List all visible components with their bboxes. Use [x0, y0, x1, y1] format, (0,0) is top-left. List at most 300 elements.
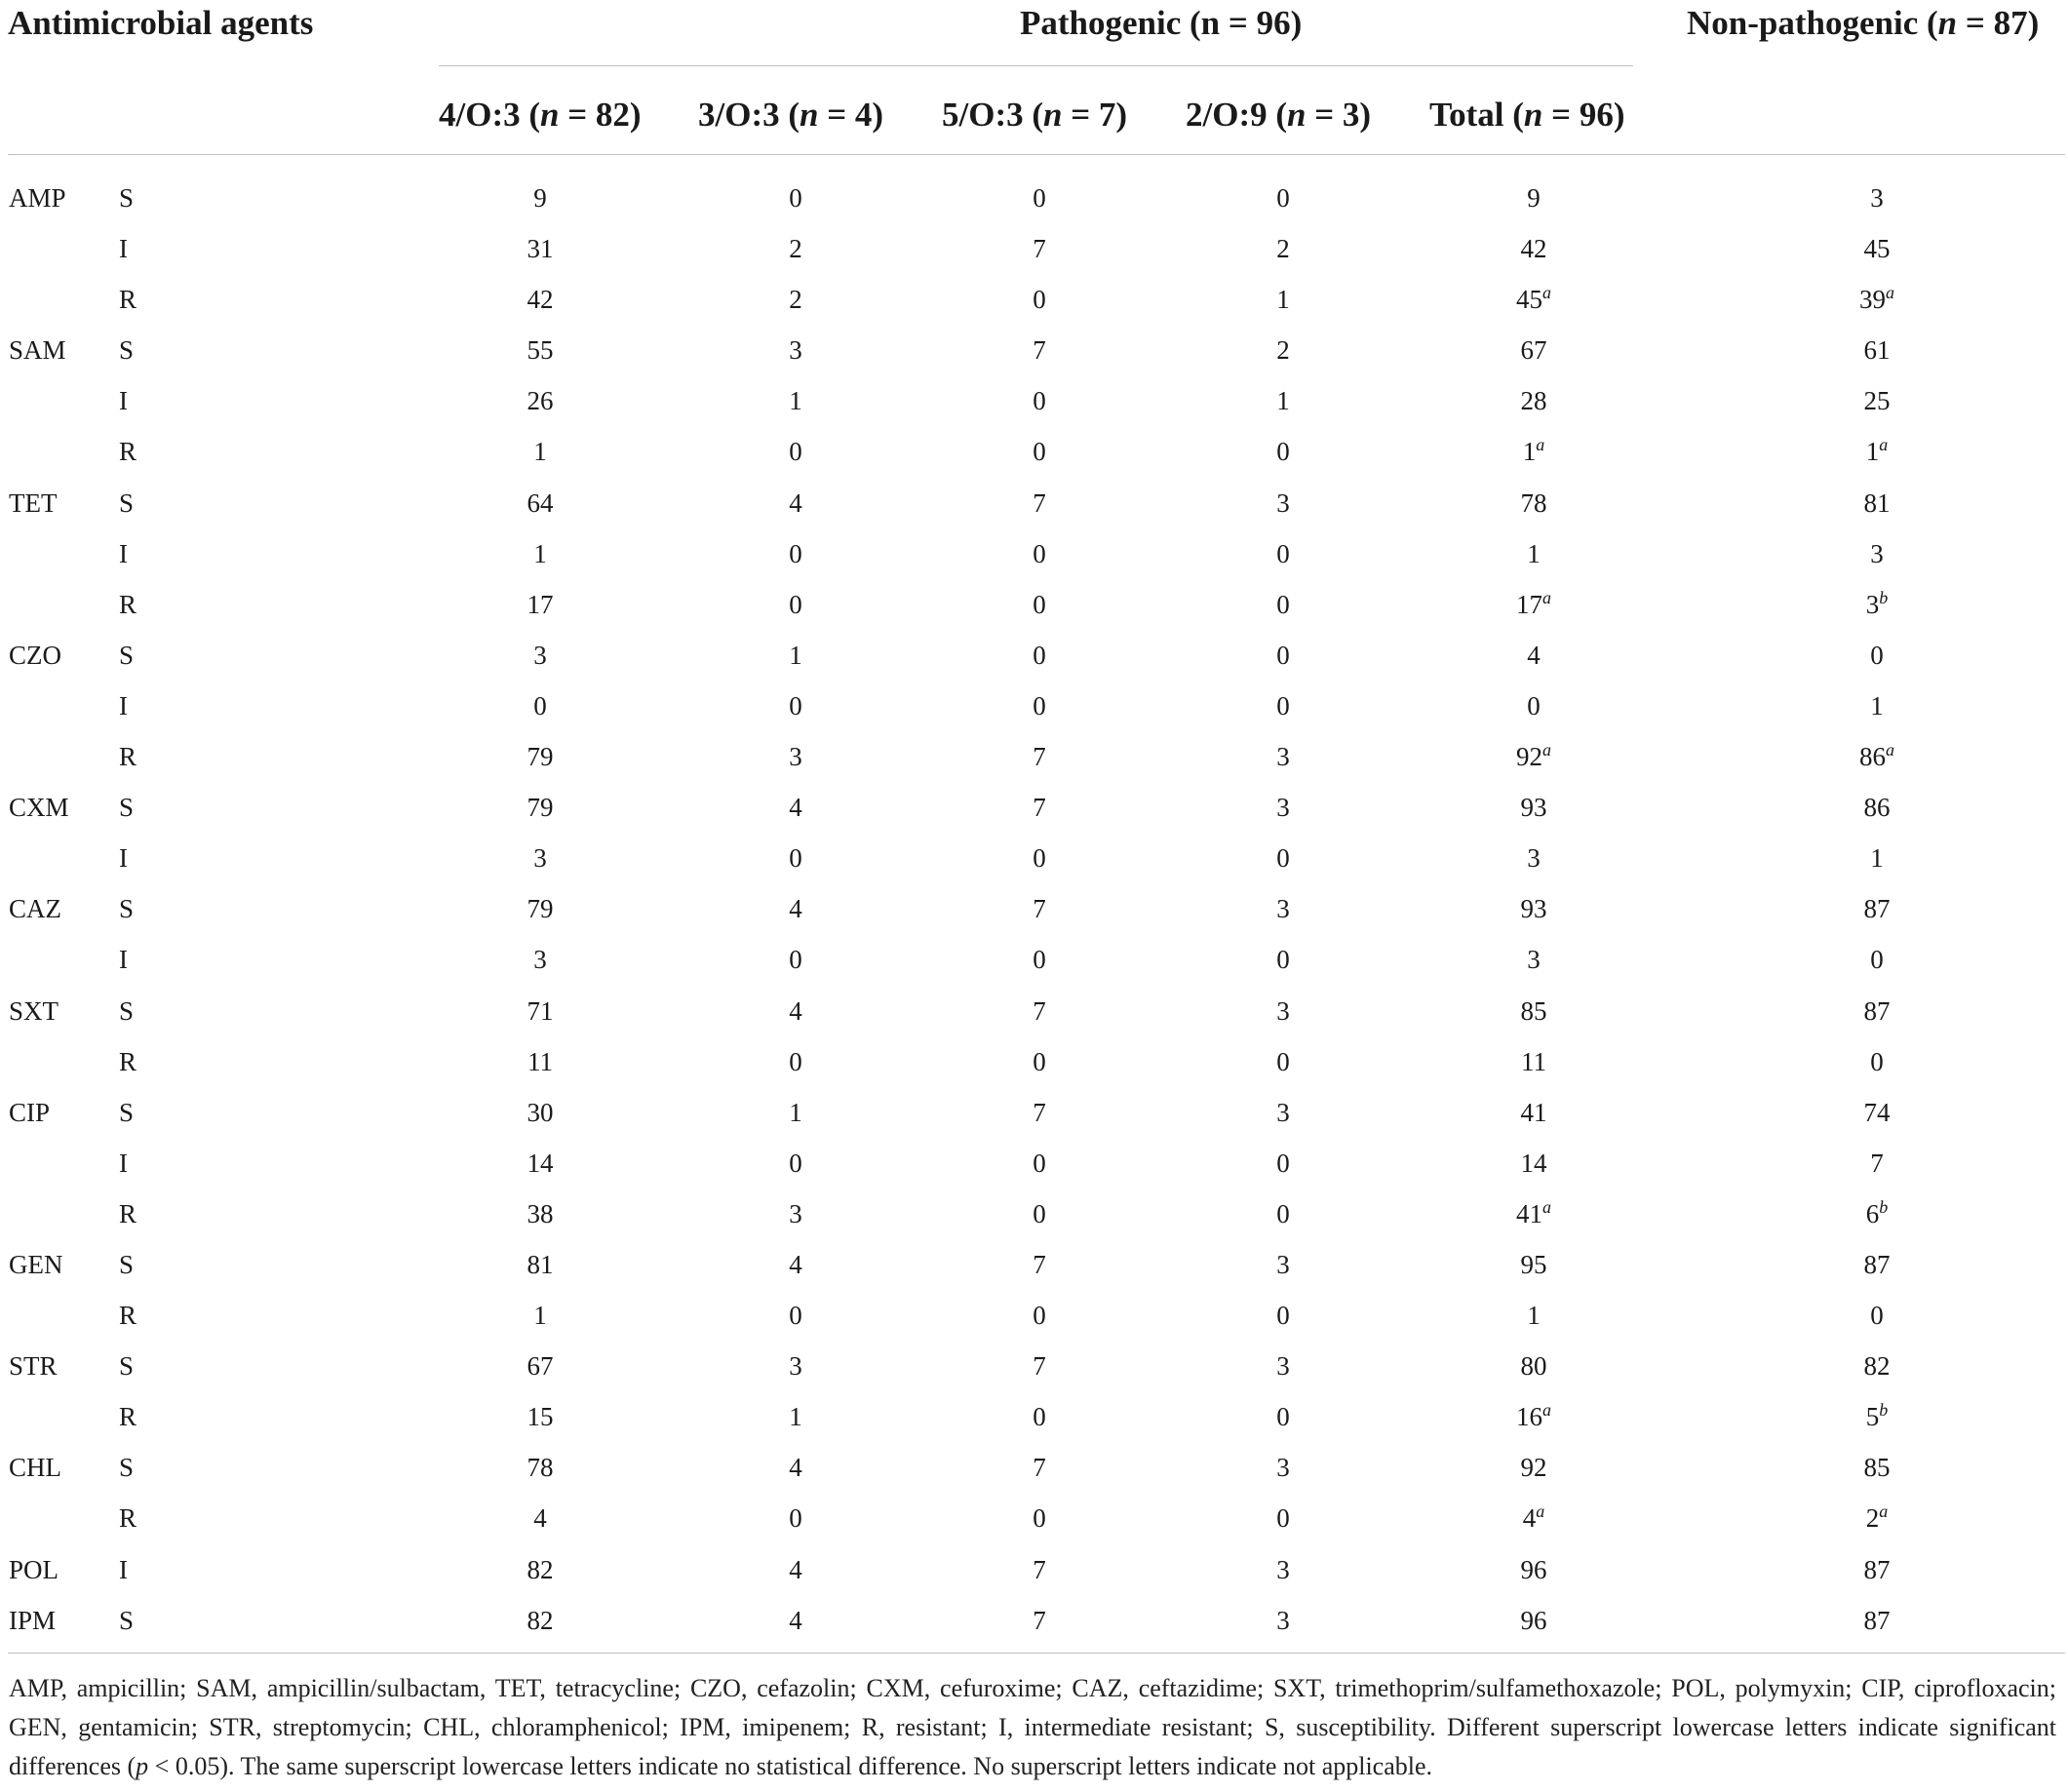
cell-2-o9	[1276, 741, 1290, 772]
cell-5-o3	[1033, 284, 1046, 315]
header-subcol-5-o3	[942, 97, 1127, 132]
resistance-cell: S	[119, 1097, 135, 1127]
cell-value: 0	[1033, 843, 1046, 874]
cell-4-o3	[527, 284, 554, 315]
cell-value: 61	[1863, 335, 1891, 366]
resistance-cell: R	[119, 1402, 137, 1432]
cell-value: 0	[789, 183, 802, 213]
cell-total	[1521, 995, 1547, 1027]
resistance-cell: I	[119, 1148, 128, 1178]
cell-value: 42	[1520, 234, 1547, 264]
cell-total	[1527, 538, 1541, 569]
cell-value: 3	[789, 335, 802, 366]
cell-3-o3	[789, 1452, 802, 1483]
cell-5-o3	[1033, 995, 1046, 1027]
resistance-cell: S	[119, 335, 135, 366]
cell-value: 0	[1033, 1503, 1046, 1534]
table-row	[0, 277, 2068, 328]
header-non-pathogenic-prefix: Non-pathogenic (	[1687, 4, 1938, 42]
cell-value: 17	[1516, 589, 1542, 619]
cell-2-o9	[1276, 842, 1290, 874]
cell-non-pathogenic	[1864, 334, 1891, 366]
cell-3-o3	[789, 842, 802, 874]
cell-3-o3	[789, 690, 802, 721]
cell-value: 79	[527, 894, 554, 924]
resistance-cell: R	[119, 742, 137, 772]
significance-letter: a	[1536, 435, 1545, 455]
cell-value: 0	[1276, 589, 1290, 619]
cell-2-o9	[1276, 1249, 1290, 1280]
cell-4-o3	[527, 1249, 554, 1280]
cell-4-o3	[527, 589, 554, 620]
resistance-cell: S	[119, 1351, 135, 1382]
cell-4-o3	[527, 1046, 553, 1077]
cell-value: 3	[789, 742, 802, 772]
resistance-cell: R	[119, 589, 137, 619]
cell-total	[1521, 233, 1547, 264]
cell-4-o3	[533, 436, 547, 467]
significance-letter: a	[1542, 587, 1551, 607]
cell-value: 3	[533, 843, 547, 874]
cell-value: 81	[1863, 487, 1891, 518]
subcol-n: n	[800, 96, 819, 134]
table-row	[0, 1496, 2068, 1546]
cell-value: 0	[1033, 945, 1046, 975]
cell-5-o3	[1033, 182, 1046, 214]
table-row	[0, 785, 2068, 836]
cell-value: 3	[1276, 1605, 1290, 1635]
cell-value: 38	[527, 1198, 554, 1228]
cell-value: 0	[1033, 589, 1046, 619]
cell-non-pathogenic	[1864, 995, 1891, 1027]
agent-cell: POL	[9, 1554, 59, 1584]
cell-4-o3	[533, 538, 547, 569]
cell-value: 3	[1865, 589, 1880, 619]
significance-letter: a	[1542, 1400, 1551, 1421]
cell-3-o3	[789, 1350, 802, 1382]
header-non-pathogenic-n: n	[1937, 4, 1958, 42]
cell-5-o3	[1033, 385, 1046, 416]
cell-3-o3	[789, 1148, 802, 1179]
subcol-n: n	[1043, 96, 1063, 134]
cell-total	[1527, 944, 1541, 975]
cell-value: 9	[533, 183, 547, 213]
cell-value: 5	[1865, 1402, 1880, 1432]
cell-value: 0	[1276, 1402, 1290, 1432]
cell-2-o9	[1276, 182, 1290, 214]
cell-value: 0	[1033, 183, 1046, 213]
cell-value: 16	[1516, 1402, 1542, 1432]
significance-letter: a	[1542, 740, 1551, 760]
cell-value: 1	[1527, 538, 1541, 568]
cell-4-o3	[533, 944, 547, 975]
cell-3-o3	[789, 1249, 802, 1280]
cell-value: 0	[1276, 640, 1290, 670]
cell-value: 85	[1520, 995, 1547, 1026]
cell-non-pathogenic	[1864, 792, 1891, 823]
resistance-cell: R	[119, 1301, 137, 1331]
cell-value: 71	[527, 995, 554, 1026]
agent-cell: GEN	[9, 1249, 63, 1279]
cell-value: 79	[527, 742, 554, 772]
header-non-pathogenic	[1687, 6, 2039, 40]
cell-3-o3	[789, 589, 802, 620]
resistance-cell: I	[119, 234, 128, 264]
significance-letter: b	[1879, 587, 1889, 607]
table-row	[0, 1191, 2068, 1242]
cell-value: 26	[527, 386, 554, 416]
agent-cell: SAM	[9, 335, 66, 366]
header-antimicrobial-agents: Antimicrobial agents	[8, 4, 314, 42]
cell-value: 0	[1033, 1148, 1046, 1178]
agent-cell: SXT	[9, 995, 59, 1026]
cell-value: 0	[789, 1503, 802, 1534]
cell-3-o3	[789, 944, 802, 975]
resistance-cell: R	[119, 437, 137, 467]
cell-value: 0	[789, 843, 802, 874]
resistance-cell: I	[119, 1554, 128, 1584]
cell-value: 1	[1276, 285, 1290, 315]
cell-value: 3	[1527, 843, 1541, 874]
cell-2-o9	[1276, 1148, 1290, 1179]
table-row	[0, 886, 2068, 937]
cell-value: 78	[1520, 487, 1547, 518]
cell-value: 25	[1863, 386, 1891, 416]
cell-3-o3	[789, 538, 802, 569]
table-row	[0, 1141, 2068, 1191]
cell-4-o3	[527, 1605, 554, 1636]
cell-value: 45	[1516, 285, 1542, 315]
cell-4-o3	[533, 640, 547, 671]
cell-total	[1521, 334, 1547, 366]
table-row	[0, 378, 2068, 429]
cell-non-pathogenic	[1866, 589, 1889, 620]
subcol-n: n	[540, 96, 560, 134]
agent-cell: STR	[9, 1351, 58, 1382]
cell-non-pathogenic	[1864, 1249, 1891, 1280]
table-row	[0, 1039, 2068, 1090]
cell-value: 1	[1870, 843, 1884, 874]
cell-value: 7	[1033, 1097, 1046, 1127]
cell-value: 3	[1870, 538, 1884, 568]
cell-value: 0	[1276, 1046, 1290, 1076]
cell-value: 0	[1033, 538, 1046, 568]
cell-non-pathogenic	[1870, 538, 1884, 569]
cell-3-o3	[789, 1300, 802, 1331]
cell-2-o9	[1276, 1300, 1290, 1331]
cell-non-pathogenic	[1864, 1097, 1891, 1128]
cell-value: 1	[1522, 437, 1537, 467]
cell-value: 0	[789, 437, 802, 467]
cell-non-pathogenic	[1864, 1350, 1891, 1382]
cell-non-pathogenic	[1870, 640, 1884, 671]
table-row	[0, 937, 2068, 988]
cell-value: 7	[1033, 1605, 1046, 1635]
cell-3-o3	[789, 182, 802, 214]
cell-value: 79	[527, 793, 554, 823]
cell-2-o9	[1276, 233, 1290, 264]
cell-total	[1521, 1148, 1547, 1179]
cell-4-o3	[527, 487, 554, 519]
cell-value: 3	[1276, 487, 1290, 518]
cell-value: 4	[789, 995, 802, 1026]
cell-2-o9	[1276, 385, 1290, 416]
cell-4-o3	[527, 995, 554, 1027]
cell-value: 87	[1863, 1605, 1891, 1635]
resistance-cell: I	[119, 945, 128, 975]
cell-2-o9	[1276, 640, 1290, 671]
table-row	[0, 531, 2068, 582]
cell-non-pathogenic	[1864, 1554, 1891, 1585]
cell-value: 1	[789, 640, 802, 670]
cell-4-o3	[527, 1452, 554, 1483]
table-row	[0, 429, 2068, 480]
cell-value: 45	[1863, 234, 1891, 264]
cell-value: 7	[1033, 1554, 1046, 1584]
cell-total	[1516, 589, 1551, 620]
agent-cell: IPM	[9, 1605, 57, 1635]
cell-non-pathogenic	[1870, 690, 1884, 721]
cell-value: 14	[1520, 1148, 1547, 1178]
table-row	[0, 328, 2068, 378]
cell-value: 1	[789, 1097, 802, 1127]
table-row	[0, 1090, 2068, 1141]
cell-value: 4	[1522, 1503, 1537, 1534]
table-row	[0, 175, 2068, 226]
table-footnote	[9, 1669, 2056, 1786]
cell-value: 1	[533, 1301, 547, 1331]
cell-value: 11	[1521, 1046, 1546, 1076]
cell-2-o9	[1276, 893, 1290, 924]
cell-total	[1516, 1401, 1551, 1432]
subcol-prefix: Total (	[1429, 96, 1524, 134]
cell-value: 7	[1033, 234, 1046, 264]
significance-letter: b	[1879, 1400, 1889, 1421]
cell-2-o9	[1276, 436, 1290, 467]
cell-value: 7	[1033, 1351, 1046, 1382]
cell-total	[1521, 1046, 1546, 1077]
cell-value: 0	[789, 1046, 802, 1076]
table-row	[0, 1547, 2068, 1598]
cell-value: 3	[789, 1351, 802, 1382]
cell-5-o3	[1033, 893, 1046, 924]
cell-value: 0	[1276, 538, 1290, 568]
cell-2-o9	[1276, 1350, 1290, 1382]
cell-value: 3	[533, 640, 547, 670]
cell-5-o3	[1033, 538, 1046, 569]
cell-value: 2	[789, 285, 802, 315]
subcol-prefix: 3/O:3 (	[698, 96, 800, 134]
cell-value: 85	[1863, 1453, 1891, 1483]
agent-cell: CHL	[9, 1453, 61, 1483]
cell-4-o3	[527, 1148, 554, 1179]
agent-cell: CAZ	[9, 894, 61, 924]
cell-5-o3	[1033, 436, 1046, 467]
cell-3-o3	[789, 1097, 802, 1128]
cell-value: 0	[1033, 285, 1046, 315]
cell-non-pathogenic	[1864, 893, 1891, 924]
significance-letter: a	[1879, 435, 1889, 455]
cell-value: 0	[1870, 640, 1884, 670]
agent-cell: TET	[9, 487, 58, 518]
table-row	[0, 481, 2068, 531]
resistance-cell: I	[119, 538, 128, 568]
cell-2-o9	[1276, 792, 1290, 823]
cell-total	[1521, 1097, 1547, 1128]
subcol-n: n	[1287, 96, 1307, 134]
resistance-cell: S	[119, 183, 135, 213]
table-row	[0, 226, 2068, 277]
cell-4-o3	[527, 1401, 554, 1432]
cell-4-o3	[533, 182, 547, 214]
cell-4-o3	[527, 1350, 554, 1382]
cell-5-o3	[1033, 792, 1046, 823]
cell-value: 2	[1276, 335, 1290, 366]
cell-value: 4	[533, 1503, 547, 1534]
table-body	[0, 175, 2068, 1649]
cell-value: 95	[1520, 1249, 1547, 1279]
cell-value: 82	[527, 1605, 554, 1635]
cell-value: 28	[1520, 386, 1547, 416]
cell-4-o3	[527, 893, 554, 924]
cell-total	[1527, 182, 1541, 214]
significance-letter: a	[1542, 283, 1551, 303]
cell-value: 87	[1863, 1249, 1891, 1279]
cell-5-o3	[1033, 233, 1046, 264]
subcol-n: n	[1523, 96, 1543, 134]
cell-value: 1	[533, 538, 547, 568]
cell-value: 82	[527, 1554, 554, 1584]
cell-value: 0	[1870, 1301, 1884, 1331]
cell-2-o9	[1276, 995, 1290, 1027]
cell-total	[1523, 436, 1545, 467]
significance-letter: a	[1542, 1196, 1551, 1217]
cell-value: 1	[533, 437, 547, 467]
cell-value: 81	[527, 1249, 554, 1279]
cell-5-o3	[1033, 1350, 1046, 1382]
cell-total	[1516, 741, 1551, 772]
resistance-cell: I	[119, 690, 128, 721]
footnote-text-2: < 0.05). The same superscript lowercase letters indicate no statistical difference. No superscript letters indicate not applicable.	[148, 1752, 1433, 1780]
cell-value: 93	[1520, 894, 1547, 924]
cell-non-pathogenic	[1859, 284, 1894, 315]
cell-non-pathogenic	[1870, 1148, 1884, 1179]
cell-value: 0	[789, 1148, 802, 1178]
cell-total	[1527, 842, 1541, 874]
cell-2-o9	[1276, 284, 1290, 315]
cell-value: 4	[789, 793, 802, 823]
cell-value: 3	[1276, 1453, 1290, 1483]
subcol-prefix: 4/O:3 (	[439, 96, 541, 134]
cell-value: 1	[1865, 437, 1880, 467]
cell-2-o9	[1276, 334, 1290, 366]
cell-4-o3	[533, 690, 547, 721]
resistance-cell: S	[119, 487, 135, 518]
resistance-cell: R	[119, 1046, 137, 1076]
resistance-cell: I	[119, 386, 128, 416]
resistance-cell: S	[119, 793, 135, 823]
table-row	[0, 1445, 2068, 1496]
cell-3-o3	[789, 436, 802, 467]
cell-5-o3	[1033, 1554, 1046, 1585]
resistance-cell: R	[119, 285, 137, 315]
cell-value: 93	[1520, 793, 1547, 823]
agent-cell: AMP	[9, 183, 66, 213]
cell-value: 0	[1276, 945, 1290, 975]
cell-3-o3	[789, 334, 802, 366]
significance-letter: a	[1879, 1501, 1889, 1522]
cell-value: 3	[1276, 1554, 1290, 1584]
table-row	[0, 734, 2068, 785]
cell-2-o9	[1276, 487, 1290, 519]
table-row	[0, 1344, 2068, 1394]
subcol-suffix: = 4)	[818, 96, 884, 134]
cell-3-o3	[789, 741, 802, 772]
cell-5-o3	[1033, 690, 1046, 721]
cell-value: 4	[789, 894, 802, 924]
cell-total	[1527, 1300, 1541, 1331]
resistance-cell: S	[119, 894, 135, 924]
cell-4-o3	[527, 334, 554, 366]
cell-2-o9	[1276, 1554, 1290, 1585]
cell-value: 9	[1527, 183, 1541, 213]
subcol-suffix: = 96)	[1542, 96, 1625, 134]
cell-5-o3	[1033, 1198, 1046, 1229]
cell-value: 86	[1859, 742, 1886, 772]
table-row	[0, 836, 2068, 886]
cell-5-o3	[1033, 1300, 1046, 1331]
cell-value: 7	[1033, 1249, 1046, 1279]
cell-total	[1521, 1452, 1547, 1483]
cell-value: 2	[789, 234, 802, 264]
cell-value: 17	[527, 589, 554, 619]
cell-value: 78	[527, 1453, 554, 1483]
cell-2-o9	[1276, 1097, 1290, 1128]
cell-value: 0	[1033, 690, 1046, 721]
resistance-cell: S	[119, 995, 135, 1026]
resistance-cell: R	[119, 1198, 137, 1228]
cell-4-o3	[527, 792, 554, 823]
cell-value: 80	[1520, 1351, 1547, 1382]
table-row	[0, 633, 2068, 683]
header-subcol-2-o9	[1186, 97, 1371, 132]
cell-2-o9	[1276, 1198, 1290, 1229]
cell-value: 7	[1033, 742, 1046, 772]
cell-value: 96	[1520, 1554, 1547, 1584]
cell-value: 30	[527, 1097, 554, 1127]
cell-total	[1516, 284, 1551, 315]
cell-total	[1523, 1502, 1545, 1534]
cell-non-pathogenic	[1859, 741, 1894, 772]
cell-value: 0	[1276, 1301, 1290, 1331]
cell-non-pathogenic	[1866, 1198, 1889, 1229]
significance-letter: a	[1886, 283, 1894, 303]
cell-5-o3	[1033, 1148, 1046, 1179]
cell-total	[1521, 487, 1547, 519]
cell-value: 67	[527, 1351, 554, 1382]
cell-2-o9	[1276, 690, 1290, 721]
cell-value: 0	[1870, 1046, 1884, 1076]
cell-value: 14	[527, 1148, 554, 1178]
cell-3-o3	[789, 284, 802, 315]
cell-total	[1521, 792, 1547, 823]
cell-5-o3	[1033, 1452, 1046, 1483]
cell-value: 3	[1276, 995, 1290, 1026]
cell-value: 4	[789, 487, 802, 518]
cell-value: 7	[1033, 894, 1046, 924]
cell-value: 3	[1276, 793, 1290, 823]
cell-5-o3	[1033, 1502, 1046, 1534]
